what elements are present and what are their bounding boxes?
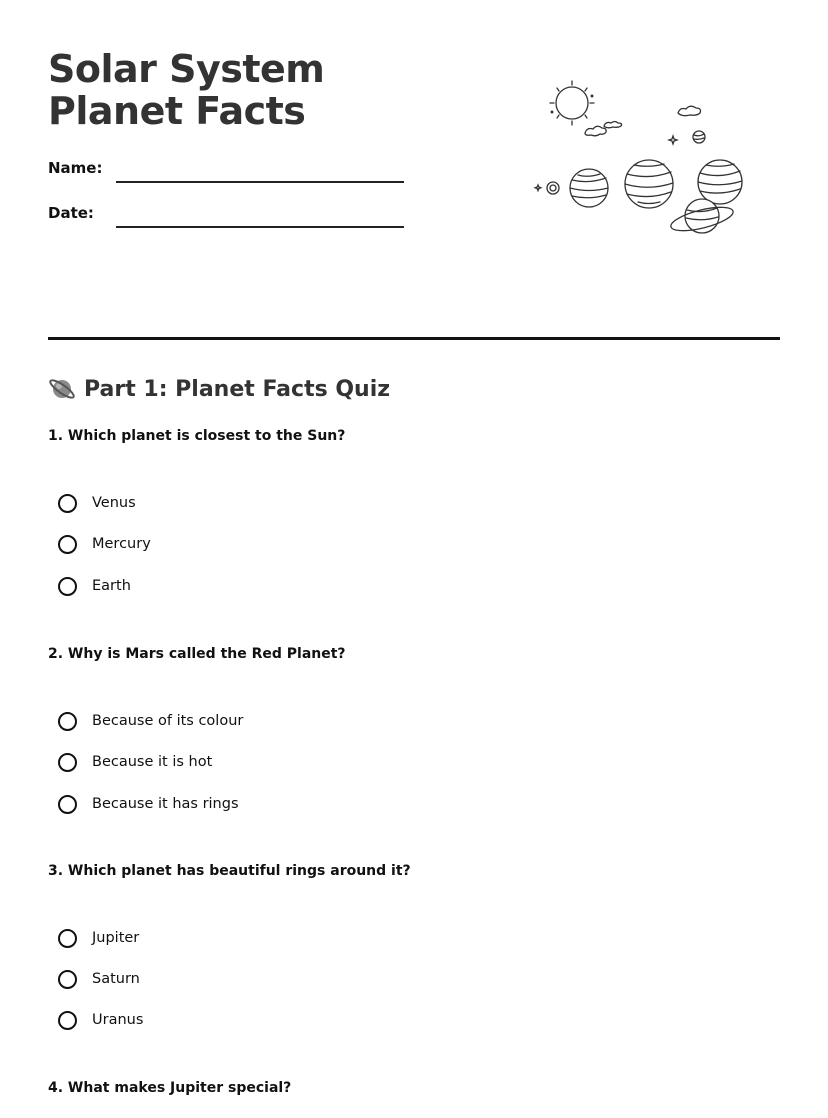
option-label: Jupiter: [92, 930, 140, 946]
option-label: Because it is hot: [92, 754, 213, 770]
radio-button[interactable]: [58, 494, 77, 513]
cloud-icon: [585, 126, 606, 136]
question-4: 4. What makes Jupiter special?: [48, 1080, 292, 1096]
cloud-icon: [678, 106, 701, 115]
date-label: Date:: [48, 204, 94, 222]
radio-button[interactable]: [58, 1011, 77, 1030]
radio-button[interactable]: [58, 577, 77, 596]
saturn-planet-icon: [669, 199, 735, 235]
name-field[interactable]: [116, 181, 404, 183]
option-label: Mercury: [92, 536, 151, 552]
star-icon: [669, 136, 677, 144]
solar-system-illustration: [530, 76, 750, 241]
planet-icon: [698, 160, 742, 204]
question-2: 2. Why is Mars called the Red Planet?: [48, 646, 346, 662]
option-label: Because of its colour: [92, 713, 244, 729]
saturn-planet-icon: [48, 375, 76, 403]
question-3: 3. Which planet has beautiful rings around it?: [48, 863, 411, 879]
option-venus[interactable]: [58, 491, 136, 515]
section-divider: [48, 337, 780, 340]
small-planet-icon: [547, 182, 559, 194]
option-label: Because it has rings: [92, 796, 239, 812]
radio-button[interactable]: [58, 795, 77, 814]
option-jupiter[interactable]: [58, 926, 139, 950]
planet-icon: [570, 169, 608, 207]
cloud-icon: [604, 122, 622, 128]
option-label: Earth: [92, 578, 131, 594]
radio-button[interactable]: [58, 929, 77, 948]
small-planet-icon: [693, 131, 705, 143]
option-uranus[interactable]: [58, 1008, 143, 1032]
name-label: Name:: [48, 159, 103, 177]
option-hot[interactable]: [58, 750, 212, 774]
sun-icon: [550, 81, 594, 125]
radio-button[interactable]: [58, 753, 77, 772]
part-1-heading-text: Part 1: Planet Facts Quiz: [84, 376, 391, 402]
option-label: Venus: [92, 495, 136, 511]
option-earth[interactable]: [58, 574, 131, 598]
option-saturn[interactable]: [58, 967, 140, 991]
radio-button[interactable]: [58, 535, 77, 554]
date-field[interactable]: [116, 226, 404, 228]
option-rings[interactable]: [58, 792, 239, 816]
star-icon: [535, 185, 541, 191]
planet-icon: [625, 160, 673, 208]
option-colour[interactable]: [58, 709, 243, 733]
part-1-heading: [48, 372, 390, 406]
worksheet-title: Solar System Planet Facts: [48, 47, 325, 133]
option-mercury[interactable]: [58, 532, 151, 556]
option-label: Uranus: [92, 1012, 144, 1028]
radio-button[interactable]: [58, 712, 77, 731]
radio-button[interactable]: [58, 970, 77, 989]
option-label: Saturn: [92, 971, 140, 987]
question-1: 1. Which planet is closest to the Sun?: [48, 428, 346, 444]
